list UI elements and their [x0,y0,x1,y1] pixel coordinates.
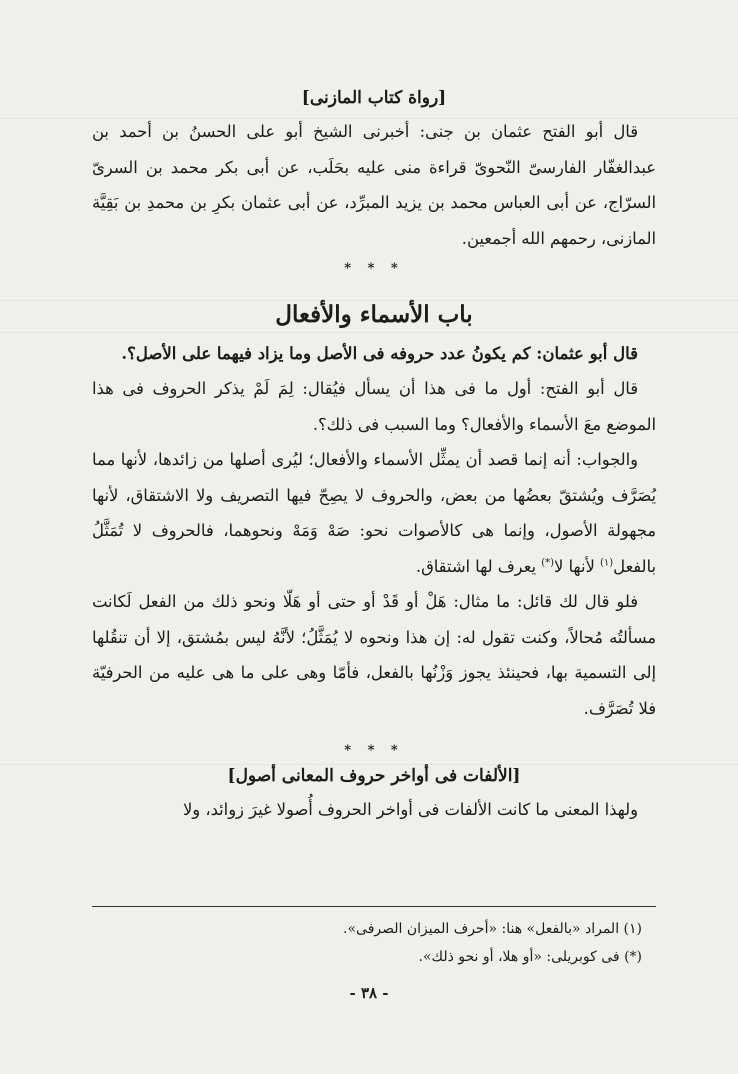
alifat-paragraph: ولهذا المعنى ما كانت الألفات فى أواخر الحروف أُصولا غيرَ زوائد، ولا [183,800,638,819]
page-number: - ٣٨ - [349,984,389,1002]
section-heading-alifat: [الألفات فى أواخر حروف المعانى أصول] [227,766,521,786]
section-separator: * * * [344,743,404,758]
answer-text-part-1: والجواب: أنه إنما قصد أن يمثِّل الأسماء والأفعال؛ ليُرى أصلها من زائدها، لأنها مما يُصَرَّف ويُشتقّ بعضُها من بعض، والحروف لا يصِحّ فيها التصريف ولا الاشتقاق، لأنها مجهولة الأصول، وإنما هى كالأصوات نحو: صَهْ وَمَهْ ونحوهما، فالحروف لا تُمَثَّلُ بالفعل [92,450,656,576]
abu-uthman-question: قال أبو عثمان: كم يكونُ عدد حروفه فى الأصل وما يزاد فيهما على الأصل؟. [121,344,638,363]
hypothetical-paragraph: فلو قال لك قائل: ما مثال: هَلْ أو قَدْ أو حتى أو هَلّا ونحو ذلك من الفعل لَكانت مسألتُه مُحالاً، وكنت تقول له: إن هذا ونحوه لا يُمَثَّلُ؛ لأنَّهُ ليس بمُشتق، إلا أن تنقُلها إلى التسمية بها، فحينئذ يجوز وَزْنُها بالفعل، فأمّا وهى على ما هى عليه من الحرفيّة فلا تُصَرَّف. [92,592,656,718]
abulfath-paragraph: قال أبو الفتح: أول ما فى هذا أن يسأل فيُقال: لِمَ لَمْ يذكر الحروف فى هذا الموضع معَ الأسماء والأفعال؟ وما السبب فى ذلك؟. [92,379,656,434]
footnote-1: (١) المراد «بالفعل» هنا: «أحرف الميزان الصرفى». [343,921,642,937]
answer-text-part-3: يعرف لها اشتقاق. [415,556,542,576]
footnote-marker-star[interactable]: (*) [541,557,555,569]
section-separator: * * * [344,261,404,276]
narrators-paragraph: قال أبو الفتح عثمان بن جنى: أخبرنى الشيخ أبو على الحسنُ بن أحمد بن عبدالغفّار الفارسىّ النّحوىّ قراءة منى عليه بحَلَب، عن أبى بكر محمد بن السرىّ السرّاج، عن أبى العباس محمد بن يزيد المبرِّد، عن أبى عثمان بكرِ بن محمدِ بن بَقِيَّة المازنى، رحمهم الله أجمعين. [92,122,656,248]
chapter-title: باب الأسماء والأفعال [275,301,473,328]
footnotes-block [92,906,656,971]
footnote-marker-1[interactable]: (١) [599,557,614,569]
section-heading-narrators: [رواة كتاب المازنى] [301,88,447,108]
answer-paragraph [92,442,656,584]
main-text-column [92,84,656,828]
answer-text-part-2: لأنها لا [554,556,600,576]
footnote-star: (*) فى كوبريلى: «أو هلا، أو نحو ذلك». [418,949,642,965]
